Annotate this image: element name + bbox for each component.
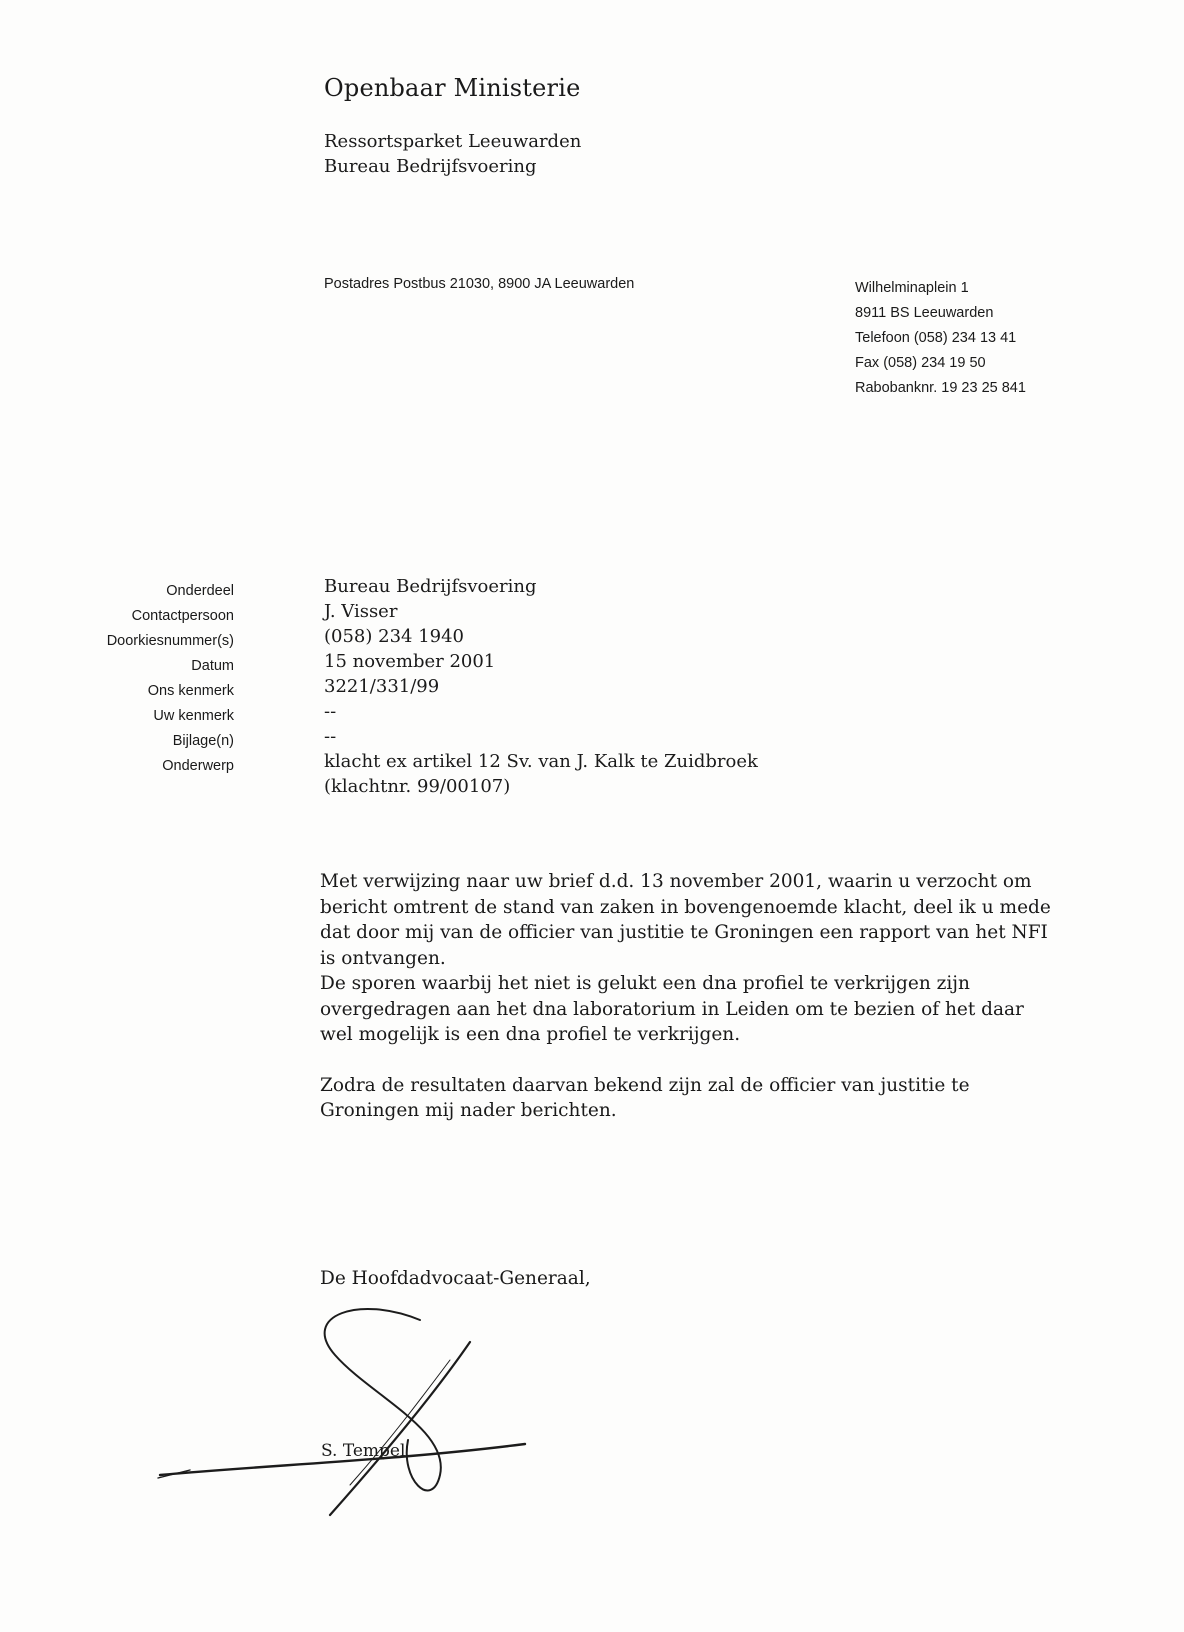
meta-value-bijlage: -- [324, 726, 337, 747]
postal-address: Postadres Postbus 21030, 8900 JA Leeuwarden [324, 276, 635, 292]
department-line-1: Ressortsparket Leeuwarden [324, 131, 582, 152]
body-line: is ontvangen. [320, 947, 446, 969]
meta-value-contactpersoon: J. Visser [324, 601, 398, 622]
meta-labels [60, 579, 234, 779]
letter-body [320, 869, 1060, 1124]
meta-value-onderdeel: Bureau Bedrijfsvoering [324, 576, 537, 597]
body-line: wel mogelijk is een dna profiel te verkrijgen. [320, 1024, 741, 1045]
meta-value-onderwerp: klacht ex artikel 12 Sv. van J. Kalk te Zuidbroek [324, 751, 758, 772]
body-line: De sporen waarbij het niet is gelukt een dna profiel te verkrijgen zijn [320, 973, 970, 994]
meta-label: Onderdeel [166, 583, 234, 599]
meta-label: Uw kenmerk [153, 708, 234, 724]
office-address [855, 276, 1026, 401]
signatory-name: S. Tempel [321, 1441, 406, 1461]
meta-value-datum: 15 november 2001 [324, 651, 496, 672]
meta-value-onderwerp-line2: (klachtnr. 99/00107) [324, 776, 511, 797]
body-line: Groningen mij nader berichten. [320, 1100, 617, 1121]
body-line: bericht omtrent de stand van zaken in bovengenoemde klacht, deel ik u mede [320, 896, 1051, 918]
meta-value-doorkiesnummer: (058) 234 1940 [324, 626, 465, 647]
body-line: Zodra de resultaten daarvan bekend zijn zal de officier van justitie te [320, 1074, 970, 1096]
organization-name: Openbaar Ministerie [324, 74, 581, 102]
address-bank: Rabobanknr. 19 23 25 841 [855, 380, 1026, 396]
address-city: 8911 BS Leeuwarden [855, 305, 994, 321]
meta-values [324, 574, 844, 799]
meta-label: Onderwerp [162, 758, 234, 774]
closing-title: De Hoofdadvocaat-Generaal, [320, 1268, 591, 1289]
address-street: Wilhelminaplein 1 [855, 280, 969, 296]
body-line: overgedragen aan het dna laboratorium in Leiden om te bezien of het daar [320, 998, 1024, 1020]
meta-label: Doorkiesnummer(s) [106, 633, 234, 649]
meta-label: Ons kenmerk [147, 683, 234, 699]
signature-scribble [150, 1300, 550, 1540]
department-line-2: Bureau Bedrijfsvoering [324, 156, 537, 177]
body-line: Met verwijzing naar uw brief d.d. 13 november 2001, waarin u verzocht om [320, 871, 1032, 892]
address-phone: Telefoon (058) 234 13 41 [855, 330, 1017, 346]
body-line: dat door mij van de officier van justitie te Groningen een rapport van het NFI [320, 922, 1048, 943]
address-fax: Fax (058) 234 19 50 [855, 355, 986, 371]
meta-value-ons-kenmerk: 3221/331/99 [324, 676, 440, 697]
letterhead-department [324, 129, 581, 179]
meta-label: Datum [191, 658, 234, 674]
meta-label: Bijlage(n) [172, 733, 234, 749]
meta-label: Contactpersoon [131, 608, 234, 624]
meta-value-uw-kenmerk: -- [324, 701, 337, 722]
